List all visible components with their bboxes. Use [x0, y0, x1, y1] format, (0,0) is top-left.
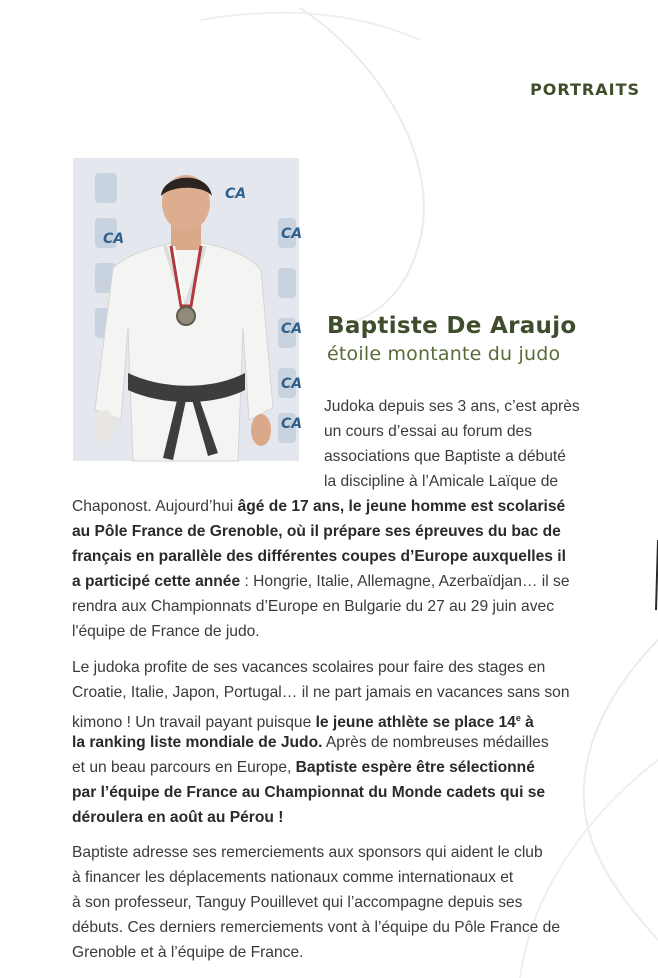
text-run: kimono ! Un travail payant puisque — [72, 714, 316, 731]
text-line: l'équipe de France de judo. — [72, 623, 260, 640]
text-line — [72, 522, 561, 542]
text-line: à son professeur, Tanguy Pouillevet qui l’accompagne depuis ses — [72, 894, 523, 911]
text-line: Judoka depuis ses 3 ans, c’est après — [324, 398, 580, 415]
text-run: Après de nombreuses médailles — [322, 734, 549, 751]
text-line: un cours d’essai au forum des — [324, 423, 533, 440]
athlete-photo — [73, 158, 303, 461]
bold-text: par l’équipe de France au Championnat du Monde cadets qui se — [72, 784, 546, 801]
text-line: débuts. Ces derniers remerciements vont à l’équipe du Pôle France de — [72, 919, 560, 936]
text-run: et un beau parcours en Europe, — [72, 759, 296, 776]
text-run: Chaponost. Aujourd’hui — [72, 498, 238, 515]
sponsor-logo: CA — [281, 376, 303, 392]
sponsor-logo: CA — [281, 226, 303, 242]
superscript: e — [515, 713, 521, 723]
text-line — [72, 572, 570, 592]
page-subtitle: étoile montante du judo — [327, 343, 561, 365]
text-line — [72, 758, 535, 778]
text-line: rendra aux Championnats d’Europe en Bulgarie du 27 au 29 juin avec — [72, 598, 554, 615]
text-line — [72, 497, 565, 517]
text-line: associations que Baptiste a débuté — [324, 448, 566, 465]
bold-text: au Pôle France de Grenoble, où il prépare ses épreuves du bac de — [72, 523, 561, 540]
text-line: la discipline à l’Amicale Laïque de — [324, 473, 559, 490]
text-line: Baptiste adresse ses remerciements aux sponsors qui aident le club — [72, 844, 543, 861]
bold-text: âgé de 17 ans, le jeune homme est scolarisé — [237, 498, 566, 515]
sponsor-logo: CA — [103, 231, 125, 247]
text-run: le jeune athlète se place 14 — [315, 714, 516, 731]
section-label: PORTRAITS — [530, 80, 640, 99]
sponsor-logo: CA — [225, 186, 247, 202]
sponsor-logo: CA — [281, 321, 303, 337]
text-run: : Hongrie, Italie, Allemagne, Azerbaïdjan… il se — [240, 573, 570, 590]
text-line: Le judoka profite de ses vacances scolaires pour faire des stages en — [72, 659, 546, 676]
text-line — [72, 783, 545, 803]
text-line: à financer les déplacements nationaux comme internationaux et — [72, 869, 514, 886]
text-line — [72, 547, 566, 567]
text-line — [72, 708, 534, 733]
bold-text: Baptiste espère être sélectionné — [295, 759, 535, 776]
bold-text: la ranking liste mondiale de Judo. — [72, 734, 323, 751]
page-title: Baptiste De Araujo — [327, 313, 577, 339]
text-line — [72, 733, 549, 753]
bold-text: déroulera en août au Pérou ! — [72, 809, 284, 826]
text-line — [72, 808, 283, 828]
text-line: Croatie, Italie, Japon, Portugal… il ne part jamais en vacances sans son — [72, 684, 570, 701]
text-line: Grenoble et à l’équipe de France. — [72, 944, 304, 961]
sponsor-logo: CA — [281, 416, 303, 432]
bold-text: a participé cette année — [72, 573, 241, 590]
bold-text: français en parallèle des différentes coupes d’Europe auxquelles il — [72, 548, 566, 565]
bold-text — [316, 714, 534, 731]
text-run: à — [520, 714, 534, 731]
